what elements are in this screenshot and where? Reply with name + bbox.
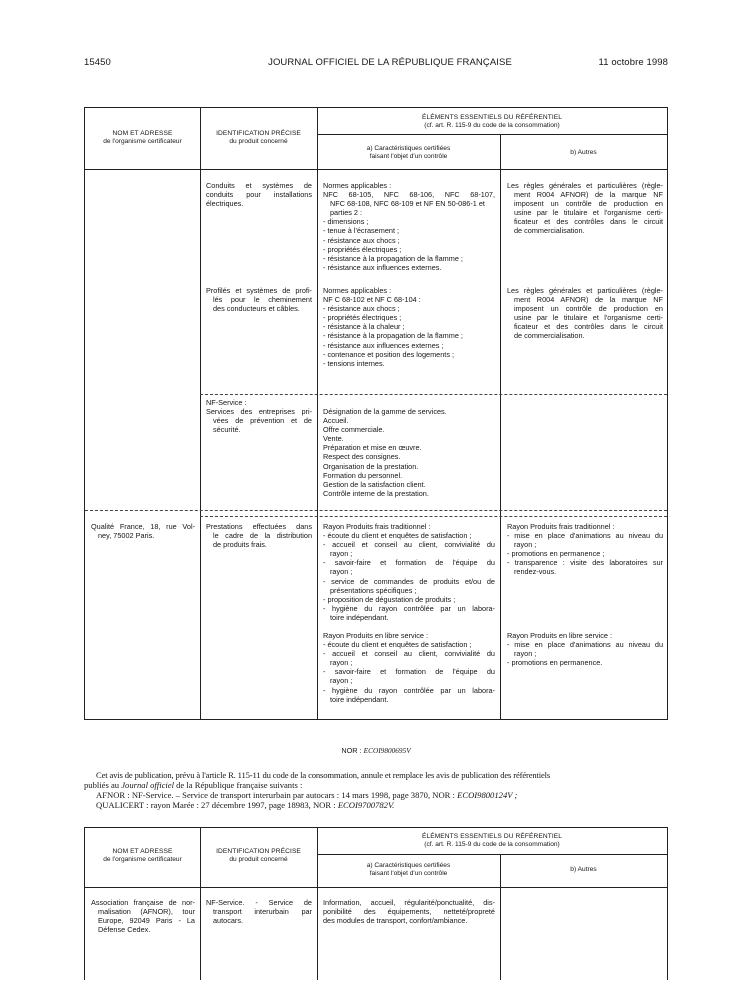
characteristics-cell: Rayon Produits en libre service : - écoute du client et enquêtes de satisfaction ; - accueil et conseil au client, convivialité du rayon ; - savoir-faire et formation de l'équipe du rayon ; - hygiène du rayon contrôlée par un labora- toire indépendant. <box>323 631 495 704</box>
header-rule <box>317 134 667 135</box>
characteristics-cell: Désignation de la gamme de services. Accueil. Offre commerciale. Vente. Préparation et mise en œuvre. Respect des consignes. Organisation de la prestation. Formation du personnel. Gestion de la satisfaction client. Contrôle interne de la prestation. <box>323 407 447 498</box>
characteristics-cell: Information, accueil, régularité/ponctualité, dis- ponibilité des équipements, netteté/propreté des modules de transport, confort/ambiance. <box>323 898 495 926</box>
header-characteristics: a) Caractéristiques certifiées faisant l'objet d'un contrôle <box>366 862 451 877</box>
product-cell: Conduits et systèmes de conduits pour installations électriques. <box>206 181 312 209</box>
product-cell: NF-Service. - Service de transport interurbain par autocars. <box>206 898 312 926</box>
header-others: b) Autres <box>570 149 597 156</box>
journal-title: JOURNAL OFFICIEL DE LA RÉPUBLIQUE FRANÇAISE <box>268 57 512 68</box>
column-divider <box>200 108 201 719</box>
column-divider <box>500 134 501 719</box>
header-characteristics: a) Caractéristiques certifiées faisant l'objet d'un contrôle <box>366 145 451 160</box>
others-cell: Les règles générales et particulières (règle- ment R004 AFNOR) de la marque NF imposent un contrôle de production en usine par le titulaire et l'organisme certi- ficateur et des contrôles dans le circuit de commercialisation. <box>507 181 663 236</box>
page-number: 15450 <box>84 57 111 68</box>
row-separator <box>200 516 667 517</box>
afnor-line: AFNOR : NF-Service. – Service de transport interurbain par autocars : 14 mars 1998, page 3870, NOR : ECOI9800124V ; <box>96 790 518 800</box>
column-divider <box>317 108 318 719</box>
header-rule <box>317 854 667 855</box>
header-organisation: NOM ET ADRESSE de l'organisme certificateur <box>103 130 182 145</box>
column-divider <box>317 828 318 980</box>
header-organisation: NOM ET ADRESSE de l'organisme certificateur <box>103 848 182 863</box>
header-essential-elements: ÉLÉMENTS ESSENTIELS DU RÉFÉRENTIEL (cf. art. R. 115-9 du code de la consommation) <box>421 114 563 129</box>
header-others: b) Autres <box>570 866 597 873</box>
issue-date: 11 octobre 1998 <box>598 57 668 68</box>
certification-table-1 <box>84 107 668 720</box>
publication-notice: Cet avis de publication, prévu à l'article R. 115-11 du code de la consommation, annule et remplace les avis de publication des référentiels publiés au Journal officiel de la République française suivants : AFNOR : NF-Service. – Service de transport interurbain par autocars : 14 mars 1998, page 3870, NOR : ECOI9800124V ; QUALICERT : rayon Marée : 27 décembre 1997, page 18983, NOR : ECOI9700782V. <box>84 770 668 810</box>
characteristics-cell: Normes applicables : NF C 68-102 et NF C 68-104 : - résistance aux chocs ; - propriétés électriques ; - résistance à la chaleur ; - résistance à la propagation de la flamme ; - résistance aux influences externes ; - contenance et position des logements ; - tensions internes. <box>323 286 463 368</box>
nor-reference: NOR : ECOI9800695V <box>341 746 411 755</box>
product-cell: Prestations effectuées dans le cadre de la distribution de produits frais. <box>206 522 312 550</box>
organisation-cell: Qualité France, 18, rue Vol- ney, 75002 Paris. <box>91 522 195 541</box>
header-product: IDENTIFICATION PRÉCISE du produit concerné <box>216 130 301 145</box>
others-cell: Rayon Produits en libre service : - mise en place d'animations au niveau du rayon ; - promotions en permanence. <box>507 631 663 668</box>
header-bottom-rule <box>85 887 667 888</box>
organisation-cell: Association française de nor- malisation (AFNOR), tour Europe, 92049 Paris - La Défense Cedex. <box>91 898 195 935</box>
characteristics-cell: Normes applicables : NFC 68-105, NFC 68-106, NFC 68-107, NFC 68-108, NFC 68-109 et NF EN 50-086-1 et parties 2 : - dimensions ; - tenue à l'écrasement ; - résistance aux chocs ; - propriétés électriques ; - résistance à la propagation de la flamme ; - résistance aux influences externes. <box>323 181 495 272</box>
certification-table-2 <box>84 827 668 980</box>
header-product: IDENTIFICATION PRÉCISE du produit concerné <box>216 848 301 863</box>
others-cell: Rayon Produits frais traditionnel : - mise en place d'animations au niveau du rayon ; - promotions en permanence ; - transparence : visite des laboratoires sur rendez-vous. <box>507 522 663 577</box>
row-separator <box>200 394 667 395</box>
qualicert-line: QUALICERT : rayon Marée : 27 décembre 1997, page 18983, NOR : ECOI9700782V. <box>96 800 395 810</box>
characteristics-cell: Rayon Produits frais traditionnel : - écoute du client et enquêtes de satisfaction ; - accueil et conseil au client, convivialité du rayon ; - savoir-faire et formation de l'équipe du rayon ; - service de commandes de produits et/ou de présentations spécifiques ; - proposition de dégustation de produits ; - hygiène du rayon contrôlée par un labora- toire indépendant. <box>323 522 495 622</box>
product-cell: NF-Service : Services des entreprises pri- vées de prévention et de sécurité. <box>206 398 312 435</box>
row-separator <box>85 510 667 511</box>
header-essential-elements: ÉLÉMENTS ESSENTIELS DU RÉFÉRENTIEL (cf. art. R. 115-9 du code de la consommation) <box>421 833 563 848</box>
journal-name: Journal officiel <box>121 780 174 790</box>
product-cell: Profilés et systèmes de profi- lés pour le cheminement des conducteurs et câbles. <box>206 286 312 314</box>
others-cell: Les règles générales et particulières (règle- ment R004 AFNOR) de la marque NF imposent un contrôle de production en usine par le titulaire et l'organisme certi- ficateur et des contrôles dans le circuit de commercialisation. <box>507 286 663 341</box>
header-bottom-rule <box>85 169 667 170</box>
